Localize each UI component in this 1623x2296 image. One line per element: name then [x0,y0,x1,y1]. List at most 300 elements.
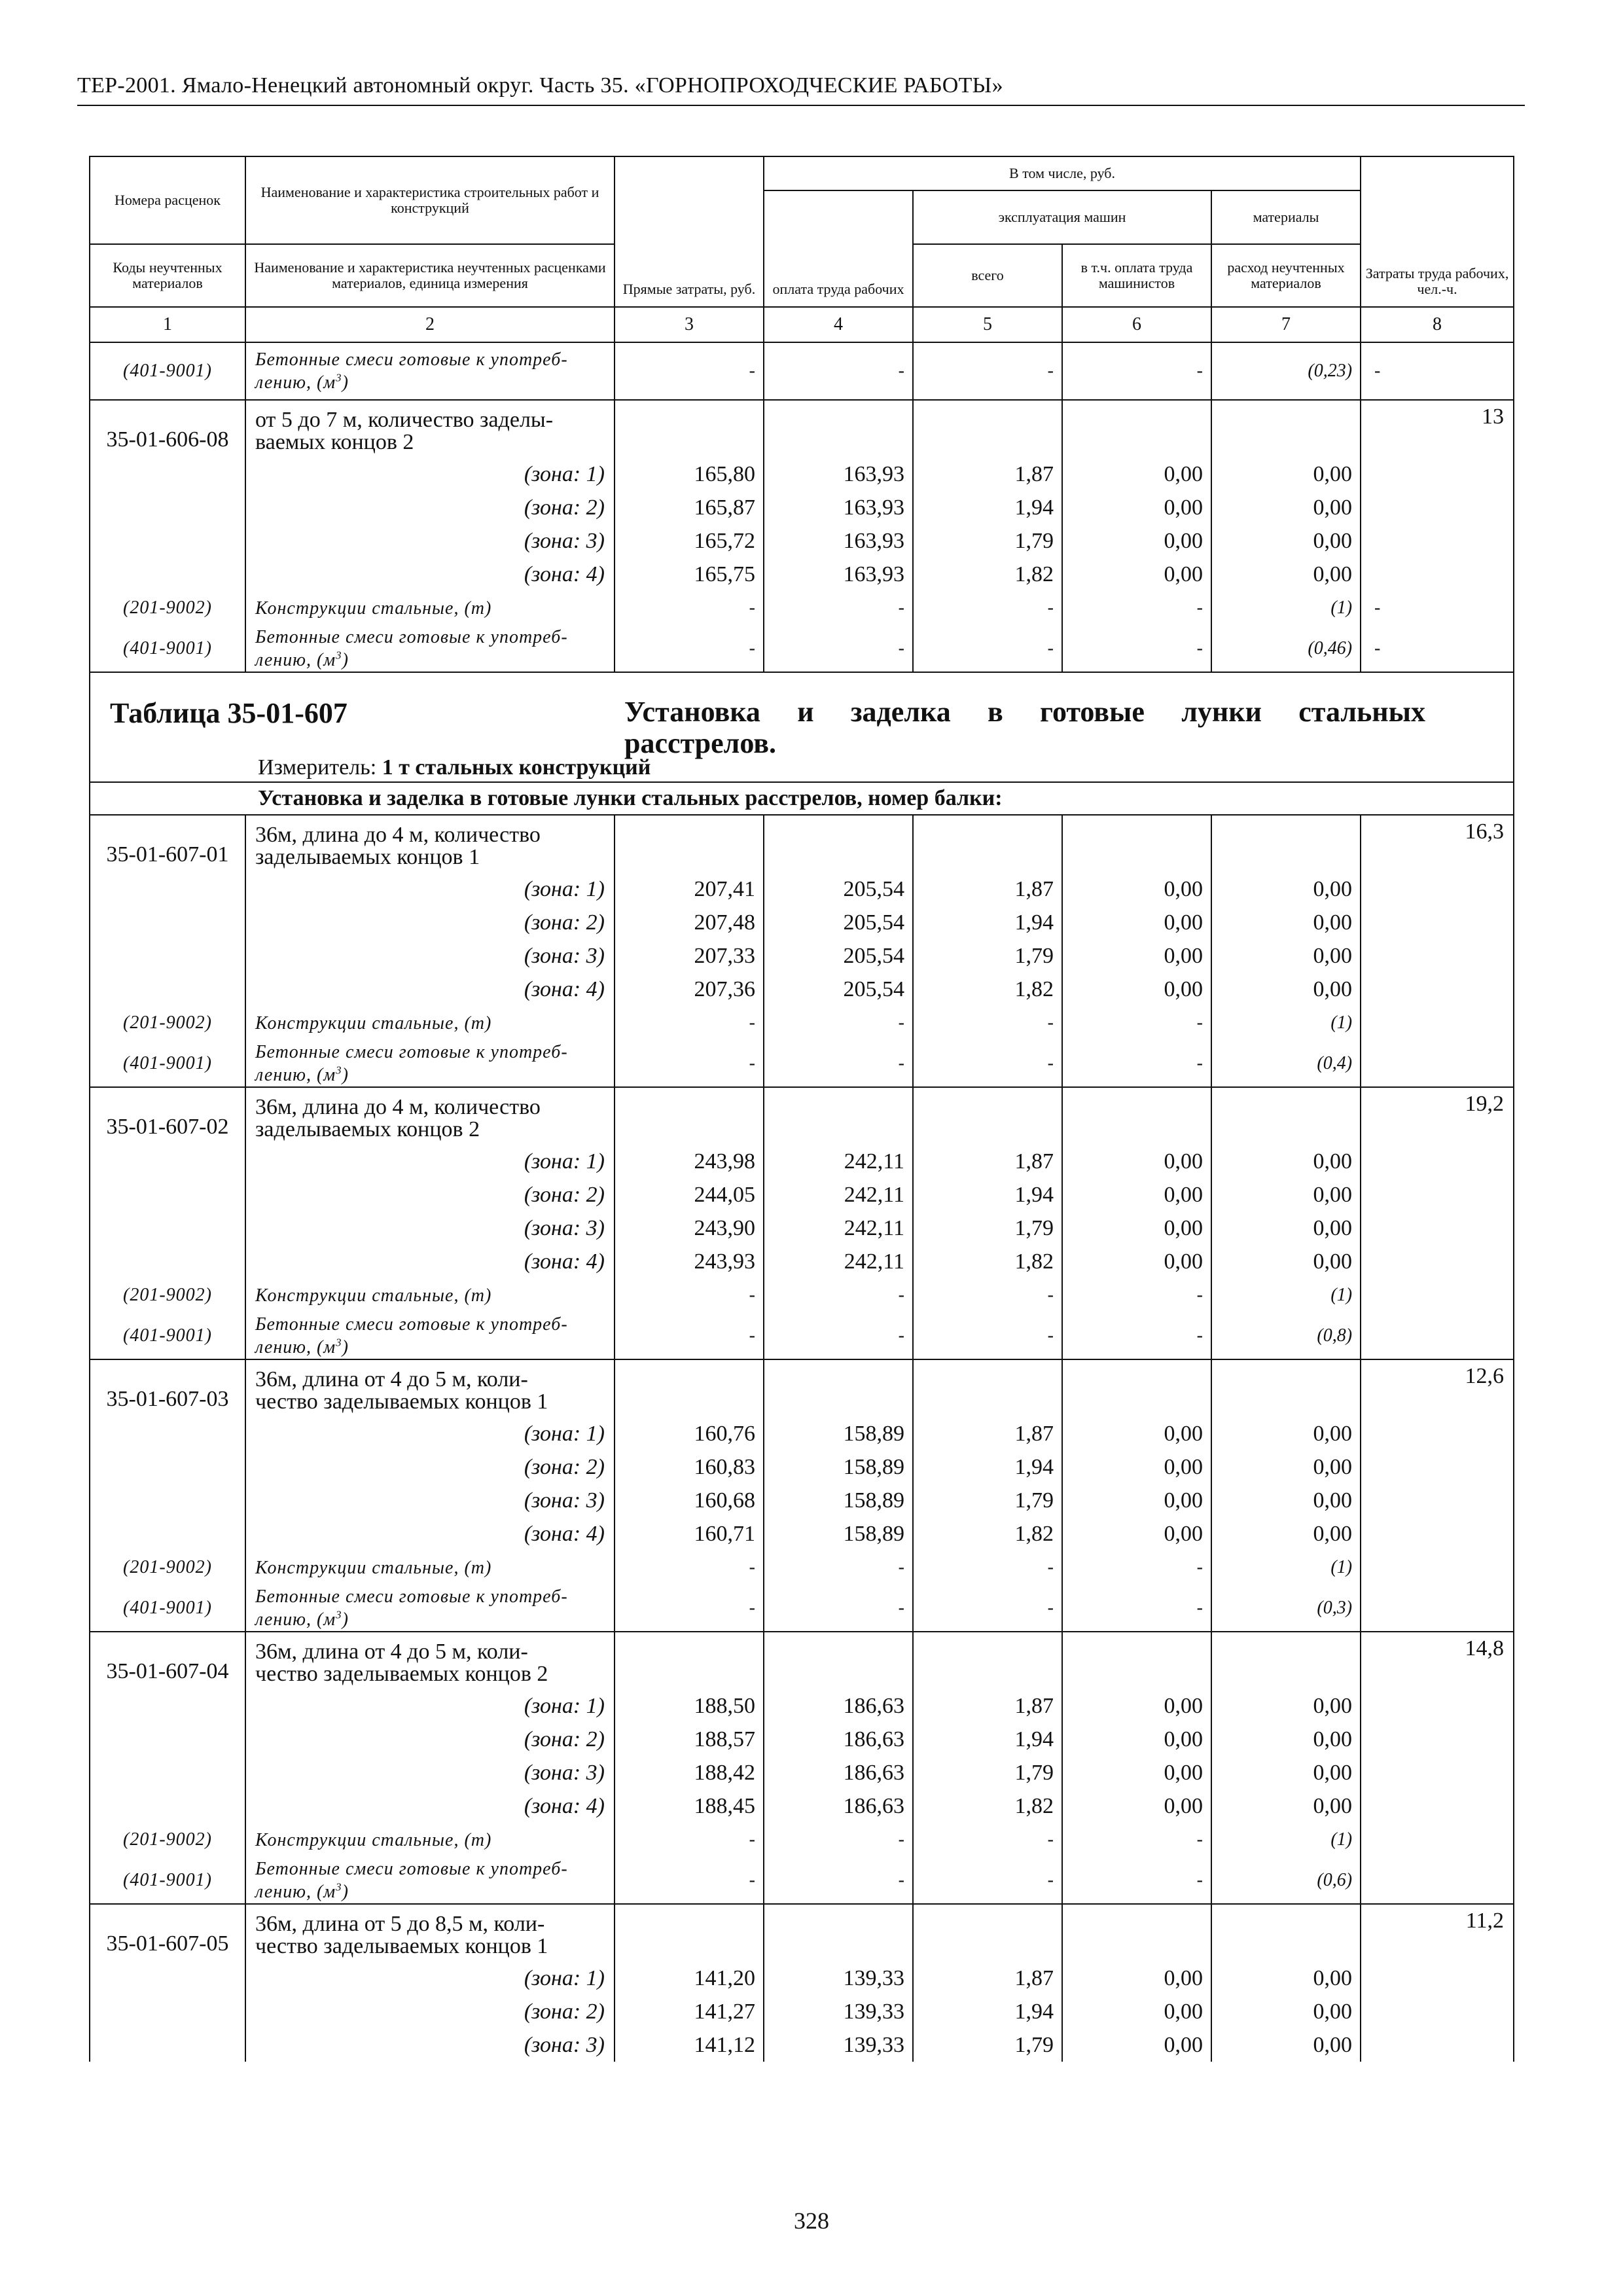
material-usage: (0,23) [1211,342,1361,400]
empty-value: - [1062,591,1211,625]
column-numbers-row: 1 2 3 4 5 6 7 8 [90,307,1514,342]
price-value: 205,54 [764,973,913,1006]
empty-cell [90,1689,245,1723]
material-name-line: ) [342,372,349,393]
price-value: 0,00 [1211,2028,1361,2062]
empty-cell [764,1087,913,1145]
empty-value: - [764,1040,913,1087]
price-value: 0,00 [1211,1756,1361,1789]
empty-value: - [1062,1551,1211,1585]
section-heading: Установка и заделка в готовые лунки стальных расстрелов, номер балки: [90,782,1514,815]
price-value: 0,00 [1062,1689,1211,1723]
table-row [90,1450,1514,1484]
price-value: 0,00 [1211,872,1361,906]
price-value: 1,87 [913,1145,1062,1178]
price-value: 0,00 [1062,558,1211,591]
table-row [90,939,1514,973]
price-value: 0,00 [1062,457,1211,491]
empty-cell [1211,1632,1361,1689]
labor-cost: 14,8 [1361,1632,1514,1904]
material-name-line: ) [342,1609,349,1630]
description-line: 36м, длина от 4 до 5 м, коли- [255,1367,528,1391]
material-name-line: лению, (м [255,1609,336,1630]
price-value: 165,75 [615,558,764,591]
material-code: (401-9001) [90,625,245,672]
work-description [245,1087,615,1145]
labor-cost: 13 [1361,400,1514,591]
zone-label: (зона: 2) [245,491,615,524]
price-value: 0,00 [1062,939,1211,973]
price-value: 242,11 [764,1145,913,1178]
empty-value: - [764,1823,913,1857]
price-value: 141,27 [615,1995,764,2028]
price-value: 0,00 [1211,1450,1361,1484]
table-row [90,1040,1514,1087]
empty-cell [1062,400,1211,457]
empty-value: - [615,625,764,672]
table-row [90,1517,1514,1551]
price-value: 158,89 [764,1450,913,1484]
price-value: 243,90 [615,1211,764,1245]
price-value: 0,00 [1062,872,1211,906]
unit-exponent: 3 [336,1880,342,1893]
empty-value: - [764,1006,913,1040]
empty-cell [1062,1904,1211,1962]
empty-value: - [615,1040,764,1087]
empty-cell [1211,815,1361,872]
material-name [245,1312,615,1359]
empty-value: - [913,1312,1062,1359]
price-value: 0,00 [1211,939,1361,973]
table-row [90,1756,1514,1789]
table-row [90,1417,1514,1450]
price-value: 1,94 [913,906,1062,939]
empty-value: - [913,1823,1062,1857]
material-name [245,625,615,672]
price-value: 0,00 [1211,1723,1361,1756]
price-value: 242,11 [764,1211,913,1245]
material-name-line: лению, (м [255,1881,336,1902]
table-row [90,1585,1514,1632]
material-name-line: Бетонные смеси готовые к употреб- [255,350,568,370]
price-value: 1,87 [913,457,1062,491]
table-row [90,625,1514,672]
table-row [90,815,1514,872]
price-value: 243,98 [615,1145,764,1178]
price-value: 188,45 [615,1789,764,1823]
table-row [90,973,1514,1006]
price-value: 0,00 [1062,1517,1211,1551]
empty-value: - [1062,625,1211,672]
rate-code: 35-01-606-08 [90,400,245,457]
empty-cell [764,1904,913,1962]
price-value: 0,00 [1211,1789,1361,1823]
empty-value: - [764,1312,913,1359]
price-value: 0,00 [1211,1689,1361,1723]
price-value: 163,93 [764,558,913,591]
table-row [90,872,1514,906]
zone-label: (зона: 1) [245,1145,615,1178]
price-value: 242,11 [764,1245,913,1278]
material-code: (401-9001) [90,1040,245,1087]
table-row [90,1857,1514,1904]
table-row [90,591,1514,625]
material-usage: (1) [1211,1278,1361,1312]
unit-exponent: 3 [336,1336,342,1349]
empty-cell [913,1359,1062,1417]
material-code: (401-9001) [90,342,245,400]
zone-label: (зона: 3) [245,524,615,558]
rate-code: 35-01-607-02 [90,1087,245,1145]
empty-cell [90,1995,245,2028]
empty-value: - [913,1585,1062,1632]
price-value: 0,00 [1062,1484,1211,1517]
price-value: 139,33 [764,2028,913,2062]
zone-label: (зона: 1) [245,1689,615,1723]
description-line: 36м, длина от 4 до 5 м, коли- [255,1640,528,1664]
zone-label: (зона: 4) [245,973,615,1006]
col-header-work-name: Наименование и характеристика строительных работ и конструкций [245,156,615,244]
empty-cell [90,491,245,524]
price-value: 0,00 [1211,1245,1361,1278]
empty-value: - [615,1585,764,1632]
price-value: 0,00 [1062,1417,1211,1450]
table-row [90,1312,1514,1359]
zone-label: (зона: 2) [245,906,615,939]
material-name-line: Бетонные смеси готовые к употреб- [255,1314,568,1335]
rate-code: 35-01-607-04 [90,1632,245,1689]
zone-label: (зона: 2) [245,1995,615,2028]
price-value: 205,54 [764,939,913,973]
price-value: 0,00 [1062,1756,1211,1789]
price-value: 186,63 [764,1789,913,1823]
material-usage: (0,46) [1211,625,1361,672]
table-caption: Установка и заделка в готовые лунки стальных [624,696,1425,728]
empty-cell [90,1450,245,1484]
empty-value: - [1062,1585,1211,1632]
empty-value: - [615,342,764,400]
empty-cell [90,1178,245,1211]
empty-cell [1062,1359,1211,1417]
price-value: 207,33 [615,939,764,973]
price-value: 139,33 [764,1962,913,1995]
table-row [90,1278,1514,1312]
price-value: 1,94 [913,1450,1062,1484]
price-value: 1,87 [913,1689,1062,1723]
table-row [90,1632,1514,1689]
price-value: 186,63 [764,1689,913,1723]
price-value: 1,82 [913,1517,1062,1551]
empty-cell [90,558,245,591]
material-name-line: лению, (м [255,1064,336,1085]
empty-cell [913,400,1062,457]
rates-table [89,156,1514,2062]
unit-exponent: 3 [336,1064,342,1077]
table-row [90,1211,1514,1245]
price-value: 163,93 [764,524,913,558]
empty-cell [1211,1904,1361,1962]
empty-cell [764,1359,913,1417]
page-number: 328 [794,2208,829,2234]
price-value: 0,00 [1062,1178,1211,1211]
table-caption: расстрелов. [624,727,777,759]
price-value: 0,00 [1211,1417,1361,1450]
empty-cell [615,815,764,872]
material-usage: (0,3) [1211,1585,1361,1632]
price-value: 158,89 [764,1484,913,1517]
empty-cell [764,400,913,457]
table-row [90,1789,1514,1823]
description-line: заделываемых концов 1 [255,845,480,869]
price-value: 0,00 [1062,1450,1211,1484]
empty-cell [90,906,245,939]
price-value: 1,79 [913,1211,1062,1245]
empty-value: - [913,1040,1062,1087]
zone-label: (зона: 3) [245,2028,615,2062]
price-value: 0,00 [1211,973,1361,1006]
rate-code: 35-01-607-03 [90,1359,245,1417]
price-value: 158,89 [764,1517,913,1551]
table-row [90,1962,1514,1995]
table-row [90,1359,1514,1417]
price-value: 165,80 [615,457,764,491]
empty-value: - [1062,1278,1211,1312]
empty-value: - [1062,1823,1211,1857]
empty-cell [90,939,245,973]
empty-value: - [764,1551,913,1585]
empty-value: - [1361,591,1514,625]
empty-cell [90,1723,245,1756]
zone-label: (зона: 2) [245,1178,615,1211]
price-value: 1,79 [913,2028,1062,2062]
empty-cell [615,1904,764,1962]
empty-value: - [615,1312,764,1359]
price-value: 0,00 [1211,1211,1361,1245]
material-code: (401-9001) [90,1585,245,1632]
empty-value: - [1062,1040,1211,1087]
price-value: 1,94 [913,491,1062,524]
col-header-machinist-wages: в т.ч. оплата труда машинистов [1062,244,1211,307]
empty-value: - [615,1823,764,1857]
price-value: 160,71 [615,1517,764,1551]
empty-cell [913,1904,1062,1962]
empty-value: - [615,1551,764,1585]
labor-cost: 19,2 [1361,1087,1514,1359]
price-value: 0,00 [1062,1145,1211,1178]
empty-cell [615,1087,764,1145]
material-name-line: Бетонные смеси готовые к употреб- [255,1858,568,1879]
price-value: 1,87 [913,872,1062,906]
material-name: Конструкции стальные, (т) [245,1278,615,1312]
empty-cell [1062,815,1211,872]
price-value: 0,00 [1062,1789,1211,1823]
price-value: 244,05 [615,1178,764,1211]
empty-value: - [615,1006,764,1040]
empty-cell [90,1756,245,1789]
empty-value: - [913,342,1062,400]
empty-cell [615,1359,764,1417]
table-row [90,524,1514,558]
empty-cell [90,1789,245,1823]
col-header-rate-number: Номера расценок [90,156,245,244]
price-value: 0,00 [1062,906,1211,939]
material-code: (201-9002) [90,1006,245,1040]
material-name-line: лению, (м [255,649,336,670]
material-name-line: Бетонные смеси готовые к употреб- [255,1041,568,1062]
empty-value: - [1062,1006,1211,1040]
price-value: 207,41 [615,872,764,906]
price-value: 0,00 [1062,491,1211,524]
price-value: 0,00 [1211,1484,1361,1517]
empty-cell [615,1632,764,1689]
description-line: 36м, длина до 4 м, количество [255,1095,541,1119]
rate-code: 35-01-607-01 [90,815,245,872]
work-description [245,1359,615,1417]
labor-cost: 12,6 [1361,1359,1514,1632]
description-line: чество заделываемых концов 2 [255,1662,548,1686]
material-code: (201-9002) [90,1823,245,1857]
price-value: 0,00 [1062,524,1211,558]
material-name-line: лению, (м [255,1336,336,1357]
labor-cost: 16,3 [1361,815,1514,1087]
work-description [245,400,615,457]
zone-label: (зона: 3) [245,1756,615,1789]
empty-value: - [764,1857,913,1904]
description-line: от 5 до 7 м, количество заделы- [255,408,554,432]
material-name-line: ) [342,1881,349,1902]
table-title [90,672,1514,759]
empty-cell [90,2028,245,2062]
empty-value: - [764,591,913,625]
price-value: 0,00 [1211,906,1361,939]
price-value: 0,00 [1211,1517,1361,1551]
price-value: 141,12 [615,2028,764,2062]
price-value: 0,00 [1062,1245,1211,1278]
material-code: (401-9001) [90,1312,245,1359]
material-name [245,342,615,400]
material-code: (201-9002) [90,1278,245,1312]
price-value: 139,33 [764,1995,913,2028]
empty-value: - [913,1278,1062,1312]
price-value: 186,63 [764,1723,913,1756]
zone-label: (зона: 1) [245,1417,615,1450]
material-name-line: Бетонные смеси готовые к употреб- [255,626,568,647]
material-code: (201-9002) [90,591,245,625]
unit-exponent: 3 [336,649,342,662]
price-value: 1,82 [913,1245,1062,1278]
empty-cell [1211,1359,1361,1417]
description-line: чество заделываемых концов 1 [255,1390,548,1414]
zone-label: (зона: 4) [245,1789,615,1823]
price-value: 0,00 [1062,2028,1211,2062]
col-header-material-names: Наименование и характеристика неучтенных расценками материалов, единица измерения [245,244,615,307]
table-row [90,1995,1514,2028]
material-usage: (0,6) [1211,1857,1361,1904]
empty-cell [90,1484,245,1517]
price-value: 188,42 [615,1756,764,1789]
table-number: Таблица 35-01-607 [110,697,348,729]
col-header-materials: материалы [1211,190,1361,244]
material-usage: (1) [1211,1006,1361,1040]
col-header-machines-total: всего [913,244,1062,307]
material-name [245,1857,615,1904]
empty-value: - [913,625,1062,672]
zone-label: (зона: 1) [245,872,615,906]
price-value: 160,83 [615,1450,764,1484]
material-name-line: лению, (м [255,372,336,393]
empty-cell [90,973,245,1006]
table-row [90,1551,1514,1585]
work-description [245,1904,615,1962]
description-line: 36м, длина от 5 до 8,5 м, коли- [255,1912,545,1936]
table-row [90,1178,1514,1211]
price-value: 165,87 [615,491,764,524]
col-header-material-codes: Коды неучтенных материалов [90,244,245,307]
material-name: Конструкции стальные, (т) [245,1006,615,1040]
table-row [90,1087,1514,1145]
material-name: Конструкции стальные, (т) [245,1823,615,1857]
empty-value: - [615,1857,764,1904]
price-value: 1,87 [913,1417,1062,1450]
price-value: 1,94 [913,1723,1062,1756]
empty-cell [90,1517,245,1551]
empty-cell [764,815,913,872]
price-value: 141,20 [615,1962,764,1995]
price-value: 163,93 [764,457,913,491]
empty-value: - [913,1857,1062,1904]
price-value: 243,93 [615,1245,764,1278]
price-value: 165,72 [615,524,764,558]
price-value: 0,00 [1062,1995,1211,2028]
material-usage: (1) [1211,591,1361,625]
price-value: 0,00 [1211,491,1361,524]
table-row [90,906,1514,939]
price-value: 158,89 [764,1417,913,1450]
material-code: (401-9001) [90,1857,245,1904]
empty-cell [90,457,245,491]
empty-value: - [1062,1312,1211,1359]
price-value: 0,00 [1062,1962,1211,1995]
material-name [245,1585,615,1632]
col-header-machines: эксплуатация машин [913,190,1211,244]
price-value: 1,79 [913,939,1062,973]
unit-exponent: 3 [336,371,342,384]
description-line: заделываемых концов 2 [255,1117,480,1141]
price-value: 0,00 [1211,524,1361,558]
empty-cell [90,1245,245,1278]
zone-label: (зона: 1) [245,1962,615,1995]
table-row [90,1689,1514,1723]
col-header-direct-costs: Прямые затраты, руб. [615,156,764,307]
price-value: 0,00 [1211,1178,1361,1211]
price-value: 1,79 [913,524,1062,558]
empty-cell [1062,1632,1211,1689]
empty-value: - [913,1551,1062,1585]
material-name: Конструкции стальные, (т) [245,1551,615,1585]
empty-cell [1211,1087,1361,1145]
table-row [90,1723,1514,1756]
table-row [90,342,1514,400]
price-value: 1,94 [913,1995,1062,2028]
table-row [90,400,1514,457]
empty-value: - [913,591,1062,625]
description-line: 36м, длина до 4 м, количество [255,823,541,847]
col-header-including: В том числе, руб. [764,156,1361,190]
table-title-row [90,672,1514,729]
price-value: 188,57 [615,1723,764,1756]
labor-cost: 11,2 [1361,1904,1514,2062]
empty-cell [90,524,245,558]
